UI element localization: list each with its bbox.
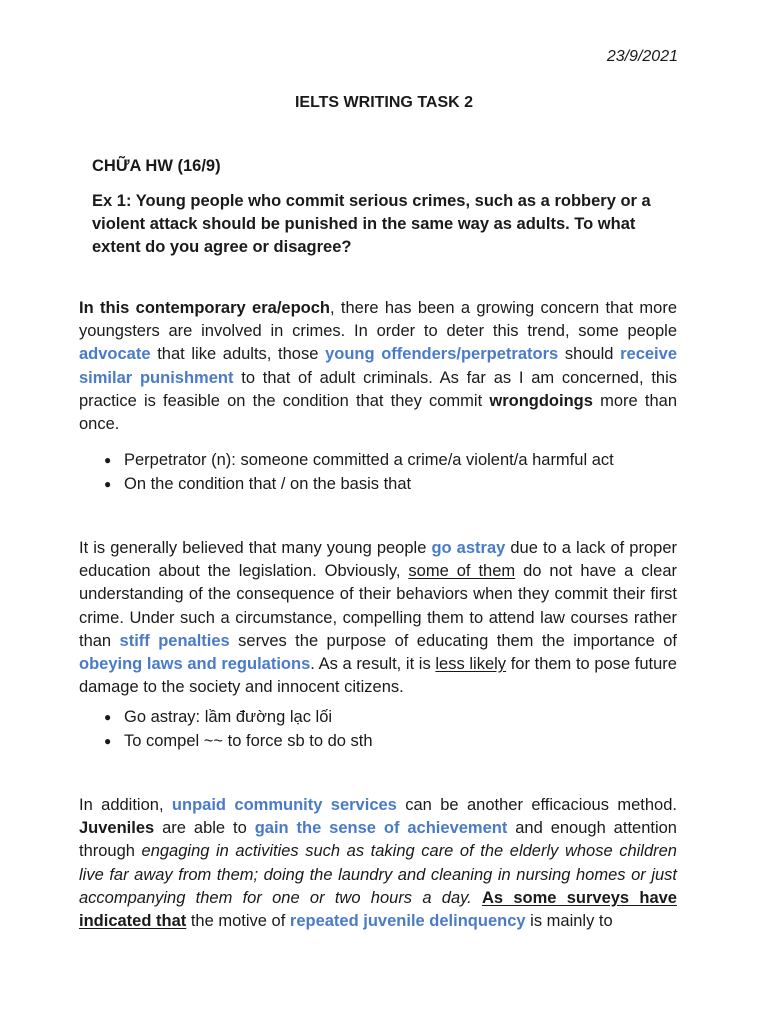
text-run: due to a lack of proper education about the legislation. Obviously, [79,539,677,581]
vocab-highlight: obeying laws and regulations [79,655,311,674]
vocab-highlight: go astray [431,539,506,557]
list-item-text: To compel ~~ to force sb to do sth [124,732,373,750]
essay-question: Ex 1: Young people who commit serious crimes, such as a robbery or a violent attack should be punished in the same way as adults. To what extent do you agree or disagree? [92,192,651,256]
vocab-highlight: advocate [79,345,151,364]
list-item [104,472,614,496]
bullet-icon: ● [104,453,112,467]
text-run: that like adults, those [150,345,326,364]
list-item-text: Go astray: lầm đường lạc lối [124,708,333,726]
text-run: . As a result, it is [310,655,436,674]
text-run: to that of adult criminals. As far as I am concerned, this practice is feasible on the condition that they commit [79,368,678,410]
text-run: In addition, [79,796,172,814]
text-run: can be another efficacious method. [396,796,677,814]
bullet-icon: ● [104,710,112,724]
document-title: IELTS WRITING TASK 2 [294,94,474,111]
bullet-icon: ● [104,477,112,491]
text-run: serves the purpose of educating them the importance of [229,631,678,650]
text-run: and enough attention through [79,819,677,861]
phrase-bold: Juveniles [79,819,155,838]
list-item [104,705,373,729]
text-run: , there has been a growing concern that more youngsters are involved in crimes. In order to deter this trend, some people [79,299,677,341]
vocab-notes-list [104,448,614,496]
list-item [104,448,614,472]
list-item-text: On the condition that / on the basis that [124,475,412,493]
phrase-italic: engaging in activities such as taking care of the elderly whose children live far away from them; doing the laundry and cleaning in nursing homes or just accompanying them for one or two hours a day. [79,842,677,907]
vocab-highlight: stiff penalties [119,631,230,650]
text-run: is mainly to [525,912,613,931]
phrase-bold: wrongdoings [489,391,593,410]
text-run: do not have a clear understanding of the consequence of their behaviors when they commit their first crime. Under such a circumstance, compelling them to attend law courses rather than [79,562,677,650]
text-run: more than once. [79,391,677,434]
phrase-bold: In this contemporary era/epoch [79,299,330,317]
vocab-highlight: repeated juvenile delinquency [289,912,526,931]
text-run [472,889,482,907]
vocab-highlight: unpaid community services [171,796,397,814]
list-item [104,729,373,753]
paragraph-body-1 [79,537,677,699]
vocab-highlight: receive similar punishment [79,345,677,387]
list-item-text: Perpetrator (n): someone committed a crime/a violent/a harmful act [124,451,614,469]
text-run: should [558,345,621,364]
homework-heading: CHỮA HW (16/9) [92,157,221,175]
vocab-notes-list [104,705,373,753]
text-run: the motive of [186,912,290,931]
vocab-highlight: gain the sense of achievement [254,819,508,838]
phrase-underlined: some of them [408,562,516,581]
bullet-icon: ● [104,734,112,748]
vocab-highlight: young offenders/perpetrators [325,345,559,364]
phrase-underlined: less likely [435,655,507,674]
paragraph-body-2 [79,794,677,933]
phrase-bold-underlined: As some surveys have indicated that [79,888,677,931]
document-date: 23/9/2021 [606,48,678,65]
text-run: are able to [154,819,255,838]
text-run: for them to pose future damage to the society and innocent citizens. [79,655,677,697]
paragraph-introduction [79,297,677,436]
text-run: It is generally believed that many young people [79,539,432,557]
